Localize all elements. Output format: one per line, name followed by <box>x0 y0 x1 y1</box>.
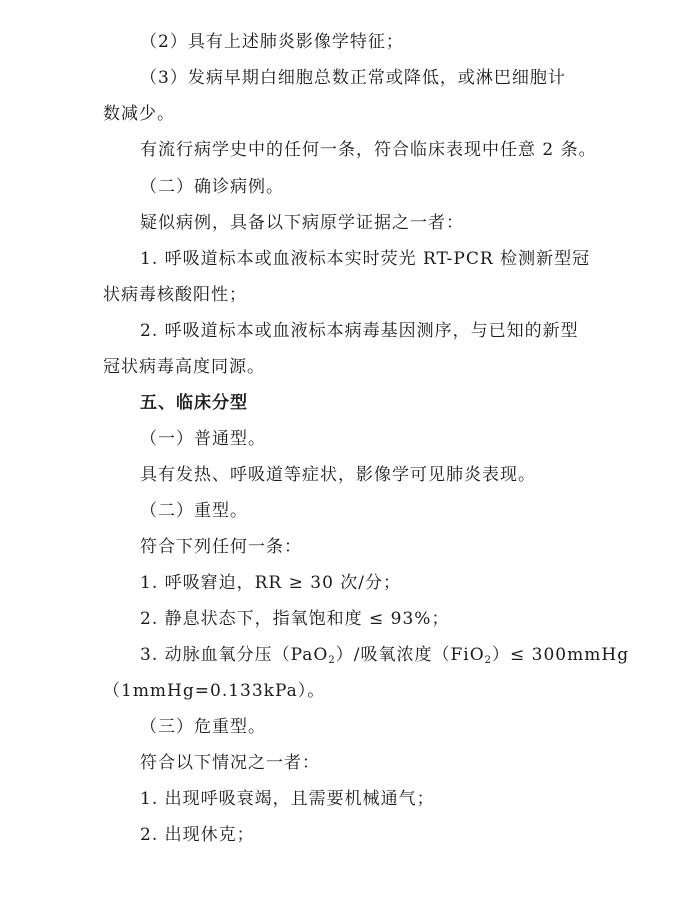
severe-item-3 <box>140 644 629 666</box>
type-critical-intro: 符合以下情况之一者： <box>140 753 320 773</box>
evidence-item-1-continued: 状病毒核酸阳性； <box>103 285 247 305</box>
evidence-item-1: 1. 呼吸道标本或血液标本实时荧光 RT-PCR 检测新型冠 <box>140 249 591 269</box>
critical-item-2: 2. 出现休克； <box>140 825 255 845</box>
type-severe-heading: （二）重型。 <box>140 501 248 521</box>
severe-item-3-part-b: ）/吸氧浓度（FiO <box>335 645 485 665</box>
confirmed-case-intro: 疑似病例，具备以下病原学证据之一者： <box>140 213 464 233</box>
suspected-case-rule: 有流行病学史中的任何一条，符合临床表现中任意 2 条。 <box>140 140 597 160</box>
severe-item-3-part-c: ）≤ 300mmHg <box>492 645 630 665</box>
severe-item-1: 1. 呼吸窘迫，RR ≥ 30 次/分； <box>140 573 402 593</box>
type-critical-heading: （三）危重型。 <box>140 717 266 737</box>
severe-item-3-part-a: 3. 动脉血氧分压（PaO <box>140 645 329 665</box>
severe-item-3-continued: （1mmHg=0.133kPa）。 <box>103 681 326 701</box>
criterion-imaging-line: （2）具有上述肺炎影像学特征； <box>140 32 404 52</box>
subscript-2: 2 <box>484 655 493 666</box>
criterion-wbc-continued: 数减少。 <box>103 104 175 124</box>
critical-item-1: 1. 出现呼吸衰竭，且需要机械通气； <box>140 789 435 809</box>
evidence-item-2: 2. 呼吸道标本或血液标本病毒基因测序，与已知的新型 <box>140 321 579 341</box>
type-ordinary-heading: （一）普通型。 <box>140 429 266 449</box>
type-severe-intro: 符合下列任何一条： <box>140 537 302 557</box>
section-confirmed-case: （二）确诊病例。 <box>140 177 284 197</box>
type-ordinary-description: 具有发热、呼吸道等症状，影像学可见肺炎表现。 <box>140 465 536 485</box>
severe-item-2: 2. 静息状态下，指氧饱和度 ≤ 93%； <box>140 609 450 629</box>
subscript-2: 2 <box>328 655 336 666</box>
section-heading-clinical-types: 五、临床分型 <box>140 393 248 413</box>
evidence-item-2-continued: 冠状病毒高度同源。 <box>103 357 265 377</box>
criterion-wbc-line: （3）发病早期白细胞总数正常或降低，或淋巴细胞计 <box>140 68 566 88</box>
